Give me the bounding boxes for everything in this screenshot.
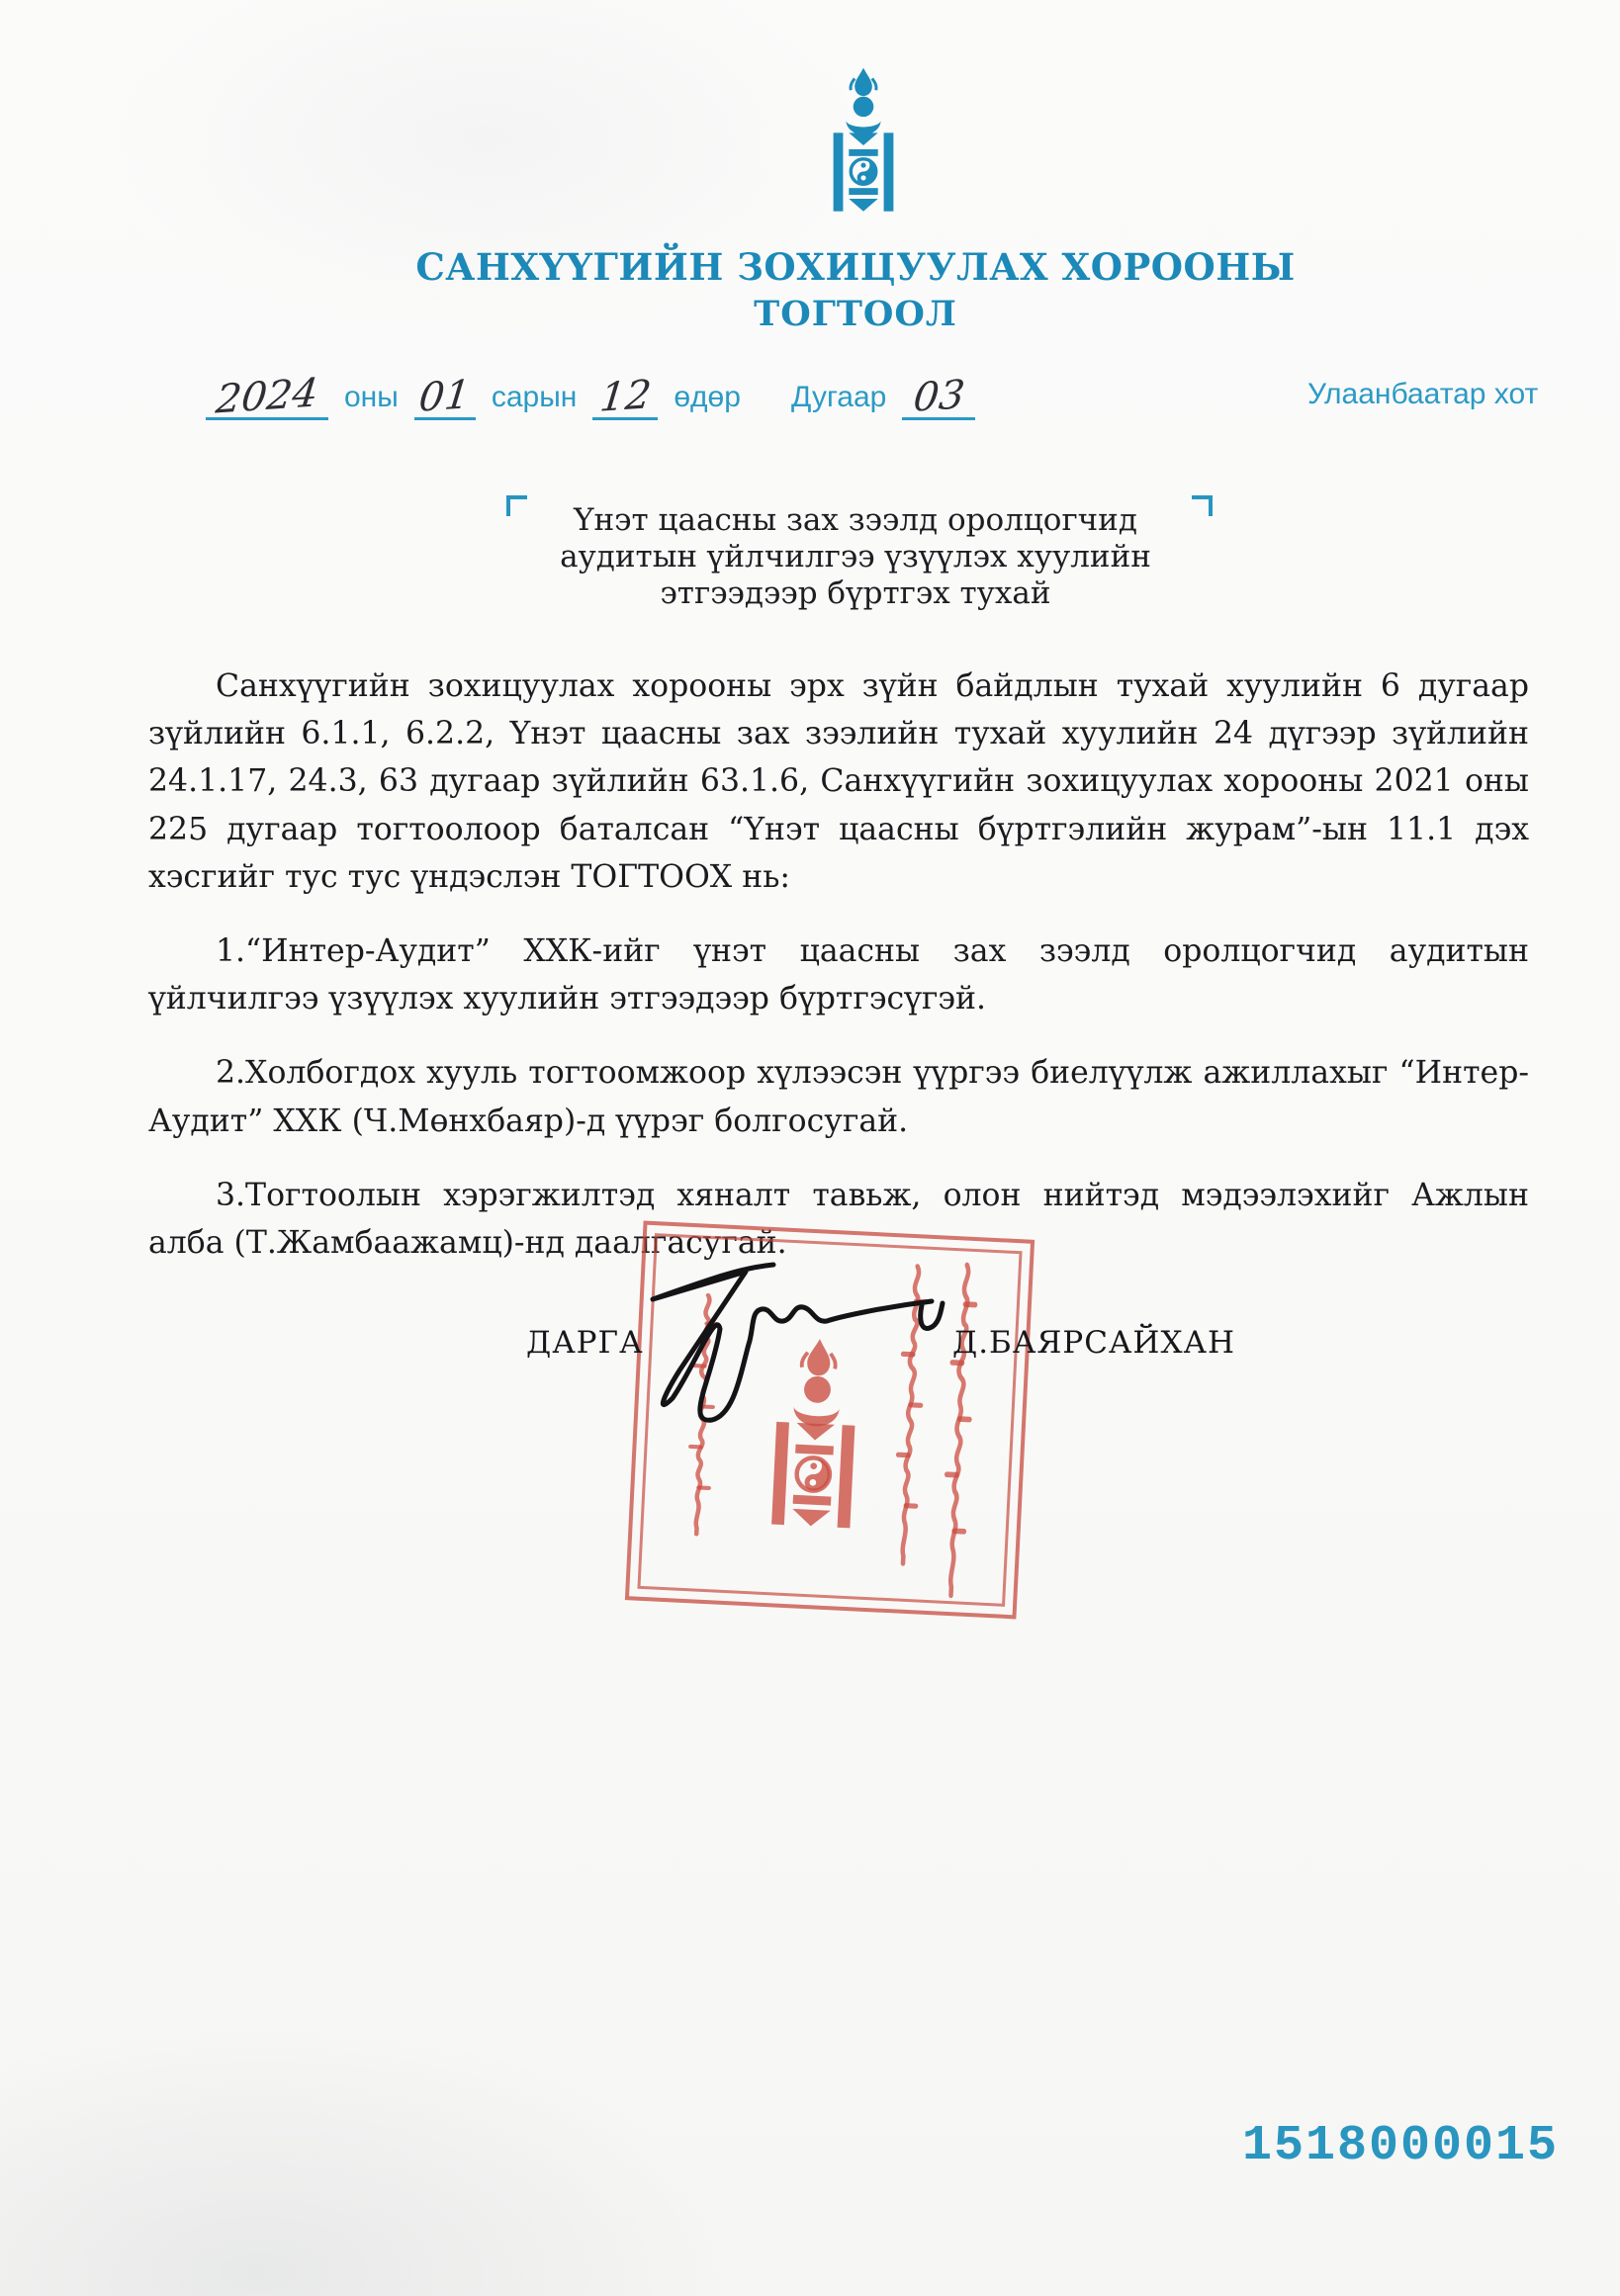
resolution-title-line1: Үнэт цаасны зах зээлд оролцогчид xyxy=(574,502,1137,538)
year-blank xyxy=(206,370,328,423)
resolution-title xyxy=(91,502,1620,612)
body-text xyxy=(148,662,1529,1293)
month-handwritten: 01 xyxy=(416,372,473,421)
number-line xyxy=(791,372,975,420)
serial-number: 1518000015 xyxy=(1242,2118,1560,2174)
month-label: сарын xyxy=(491,381,578,413)
item-1-paragraph: 1.“Интер-Аудит” ХХК-ийг үнэт цаасны зах зээлд оролцогчид аудитын үйлчилгээ үзүүлэх хуулийн этгээдээр бүртгэсүгэй. xyxy=(148,932,1529,1017)
number-label: Дугаар xyxy=(791,381,887,413)
doc-type: ТОГТООЛ xyxy=(754,294,957,334)
signer-title: ДАРГА xyxy=(526,1325,644,1361)
city-label: Улаанбаатар хот xyxy=(1307,378,1539,410)
resolution-title-line3: этгээдээр бүртгэх тухай xyxy=(660,575,1051,611)
year-handwritten: 2024 xyxy=(214,370,320,423)
item-3-paragraph: 3.Тогтоолын хэрэгжилтэд хяналт тавьж, олон нийтэд мэдээлэхийг Ажлын алба (Т.Жамбаажамц)-нд даалгасугай. xyxy=(148,1177,1529,1261)
date-line xyxy=(206,370,741,423)
preamble-paragraph: Санхүүгийн зохицуулах хорооны эрх зүйн байдлын тухай хуулийн 6 дугаар зүйлийн 6.1.1, 6.2.2, Үнэт цаасны зах зээлийн тухай хуулийн 24 дүгээр зүйлийн 24.1.17, 24.3, 63 дугаар зүйлийн 63.1.6, Санхүүгийн зохицуулах хорооны 2021 оны 225 дугаар тогтоолоор баталсан “Үнэт цаасны бүртгэлийн журам”-ын 11.1 дэх хэсгийг тус тус үндэслэн ТОГТООХ нь: xyxy=(148,668,1529,895)
number-handwritten: 03 xyxy=(911,372,967,421)
resolution-title-line2: аудитын үйлчилгээ үзүүлэх хуулийн xyxy=(560,539,1151,574)
soyombo-emblem-icon xyxy=(815,65,912,231)
day-handwritten: 12 xyxy=(597,372,654,421)
day-blank xyxy=(592,372,658,420)
month-blank xyxy=(414,372,476,420)
org-name: САНХҮҮГИЙН ЗОХИЦУУЛАХ ХОРООНЫ xyxy=(415,245,1296,289)
signer-name: Д.БАЯРСАЙХАН xyxy=(952,1325,1236,1361)
day-label: өдөр xyxy=(674,381,741,413)
handwritten-signature xyxy=(625,1250,963,1440)
year-label: оны xyxy=(344,381,399,413)
item-2-paragraph: 2.Холбогдох хууль тогтоомжоор хүлээсэн үүргээ биелүүлж ажиллахыг “Интер-Аудит” ХХК (Ч.Мөнхбаяр)-д үүрэг болгосугай. xyxy=(148,1055,1529,1139)
number-blank xyxy=(902,372,975,420)
